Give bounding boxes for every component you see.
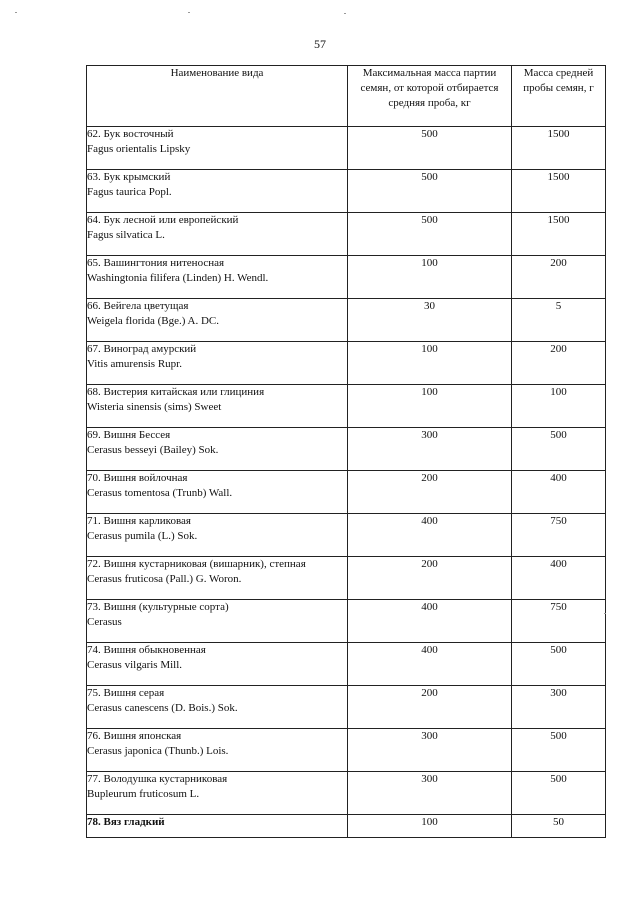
- table-row: [87, 385, 606, 428]
- max-lot-mass-cell: 500: [348, 127, 512, 170]
- species-name-cell: [87, 815, 348, 838]
- max-lot-mass-cell: 30: [348, 299, 512, 342]
- species-latin-name: Cerasus japonica (Thunb.) Lois.: [87, 745, 229, 757]
- max-lot-mass-cell: 100: [348, 385, 512, 428]
- species-latin-name: Cerasus besseyi (Bailey) Sok.: [87, 444, 219, 456]
- species-latin-name: Cerasus pumila (L.) Sok.: [87, 530, 198, 542]
- species-latin-name: Cerasus tomentosa (Trunb) Wall.: [87, 487, 233, 499]
- sample-mass-cell: 500: [512, 729, 606, 772]
- species-russian-name: 76. Вишня японская: [87, 730, 182, 742]
- table-row: [87, 471, 606, 514]
- sample-mass-cell: 300: [512, 686, 606, 729]
- species-latin-name: Washingtonia filifera (Linden) H. Wendl.: [87, 272, 269, 284]
- max-lot-mass-cell: 200: [348, 471, 512, 514]
- header-species-name: Наименование вида: [87, 66, 348, 127]
- max-lot-mass-cell: 500: [348, 213, 512, 256]
- species-latin-name: Cerasus canescens (D. Bois.) Sok.: [87, 702, 238, 714]
- species-russian-name: 65. Вашингтония нитеносная: [87, 257, 225, 269]
- sample-mass-cell: 1500: [512, 170, 606, 213]
- table-row: [87, 213, 606, 256]
- table-row: [87, 600, 606, 643]
- table-row: [87, 256, 606, 299]
- sample-mass-cell: 750: [512, 600, 606, 643]
- max-lot-mass-cell: 100: [348, 342, 512, 385]
- max-lot-mass-cell: 400: [348, 643, 512, 686]
- species-name-cell: [87, 686, 348, 729]
- species-russian-name: 77. Володушка кустарниковая: [87, 773, 228, 785]
- species-russian-name: 70. Вишня войлочная: [87, 472, 188, 484]
- species-name-cell: [87, 299, 348, 342]
- sample-mass-cell: 100: [512, 385, 606, 428]
- max-lot-mass-cell: 300: [348, 729, 512, 772]
- species-latin-name: Fagus taurica Popl.: [87, 186, 172, 198]
- species-name-cell: [87, 256, 348, 299]
- max-lot-mass-cell: 400: [348, 514, 512, 557]
- table-row: [87, 299, 606, 342]
- table-row: [87, 428, 606, 471]
- table-row: [87, 514, 606, 557]
- species-russian-name: 68. Вистерия китайская или глициния: [87, 386, 265, 398]
- table-row: [87, 815, 606, 838]
- table-row: [87, 686, 606, 729]
- table-row: [87, 170, 606, 213]
- species-latin-name: Bupleurum fruticosum L.: [87, 788, 200, 800]
- species-name-cell: [87, 385, 348, 428]
- sample-mass-cell: 50: [512, 815, 606, 838]
- species-russian-name: 74. Вишня обыкновенная: [87, 644, 206, 656]
- table-row: [87, 342, 606, 385]
- table-row: [87, 557, 606, 600]
- max-lot-mass-cell: 200: [348, 686, 512, 729]
- table-row: [87, 127, 606, 170]
- species-russian-name: 72. Вишня кустарниковая (вишарник), степная: [87, 558, 306, 570]
- sample-mass-cell: 5: [512, 299, 606, 342]
- species-latin-name: Vitis amurensis Rupr.: [87, 358, 182, 370]
- sample-mass-cell: 500: [512, 428, 606, 471]
- species-latin-name: Fagus orientalis Lipsky: [87, 143, 191, 155]
- species-name-cell: [87, 127, 348, 170]
- page-number: 57: [314, 37, 326, 51]
- species-russian-name: 63. Бук крымский: [87, 171, 171, 183]
- table-row: [87, 729, 606, 772]
- species-russian-name: 62. Бук восточный: [87, 128, 174, 140]
- table-row: [87, 772, 606, 815]
- species-name-cell: [87, 600, 348, 643]
- table-header-row: [87, 66, 606, 127]
- header-sample-mass: Масса средней пробы семян, г: [512, 66, 606, 127]
- species-name-cell: [87, 514, 348, 557]
- max-lot-mass-cell: 100: [348, 256, 512, 299]
- sample-mass-cell: 500: [512, 772, 606, 815]
- species-latin-name: Fagus silvatica L.: [87, 229, 165, 241]
- sample-mass-cell: 400: [512, 471, 606, 514]
- sample-mass-cell: 750: [512, 514, 606, 557]
- species-russian-name: 71. Вишня карликовая: [87, 515, 191, 527]
- species-russian-name: 69. Вишня Бессея: [87, 429, 171, 441]
- species-russian-name: 66. Вейгела цветущая: [87, 300, 189, 312]
- max-lot-mass-cell: 200: [348, 557, 512, 600]
- species-russian-name: 78. Вяз гладкий: [87, 816, 165, 828]
- max-lot-mass-cell: 300: [348, 428, 512, 471]
- species-name-cell: [87, 213, 348, 256]
- species-russian-name: 67. Виноград амурский: [87, 343, 197, 355]
- sample-mass-cell: 400: [512, 557, 606, 600]
- sample-mass-cell: 1500: [512, 127, 606, 170]
- scan-speck: [15, 12, 17, 13]
- sample-mass-cell: 200: [512, 256, 606, 299]
- species-name-cell: [87, 170, 348, 213]
- species-name-cell: [87, 729, 348, 772]
- max-lot-mass-cell: 500: [348, 170, 512, 213]
- max-lot-mass-cell: 400: [348, 600, 512, 643]
- species-latin-name: Weigela florida (Bge.) A. DC.: [87, 315, 219, 327]
- sample-mass-cell: 1500: [512, 213, 606, 256]
- species-latin-name: Cerasus: [87, 616, 122, 628]
- scan-speck: [188, 12, 190, 13]
- sample-mass-cell: 200: [512, 342, 606, 385]
- species-latin-name: Cerasus vilgaris Mill.: [87, 659, 183, 671]
- species-name-cell: [87, 643, 348, 686]
- max-lot-mass-cell: 300: [348, 772, 512, 815]
- max-lot-mass-cell: 100: [348, 815, 512, 838]
- species-name-cell: [87, 342, 348, 385]
- species-russian-name: 75. Вишня серая: [87, 687, 165, 699]
- species-latin-name: Wisteria sinensis (sims) Sweet: [87, 401, 222, 413]
- species-latin-name: Cerasus fruticosa (Pall.) G. Woron.: [87, 573, 242, 585]
- scan-speck: [344, 13, 346, 14]
- table-row: [87, 643, 606, 686]
- header-max-lot-mass: Максимальная масса партии семян, от которой отбирается средняя проба, кг: [348, 66, 512, 127]
- species-name-cell: [87, 557, 348, 600]
- species-russian-name: 64. Бук лесной или европейский: [87, 214, 239, 226]
- species-name-cell: [87, 428, 348, 471]
- seed-sample-table: [86, 65, 606, 838]
- species-name-cell: [87, 471, 348, 514]
- sample-mass-cell: 500: [512, 643, 606, 686]
- species-russian-name: 73. Вишня (культурные сорта): [87, 601, 229, 613]
- species-name-cell: [87, 772, 348, 815]
- scan-speck: [604, 613, 606, 614]
